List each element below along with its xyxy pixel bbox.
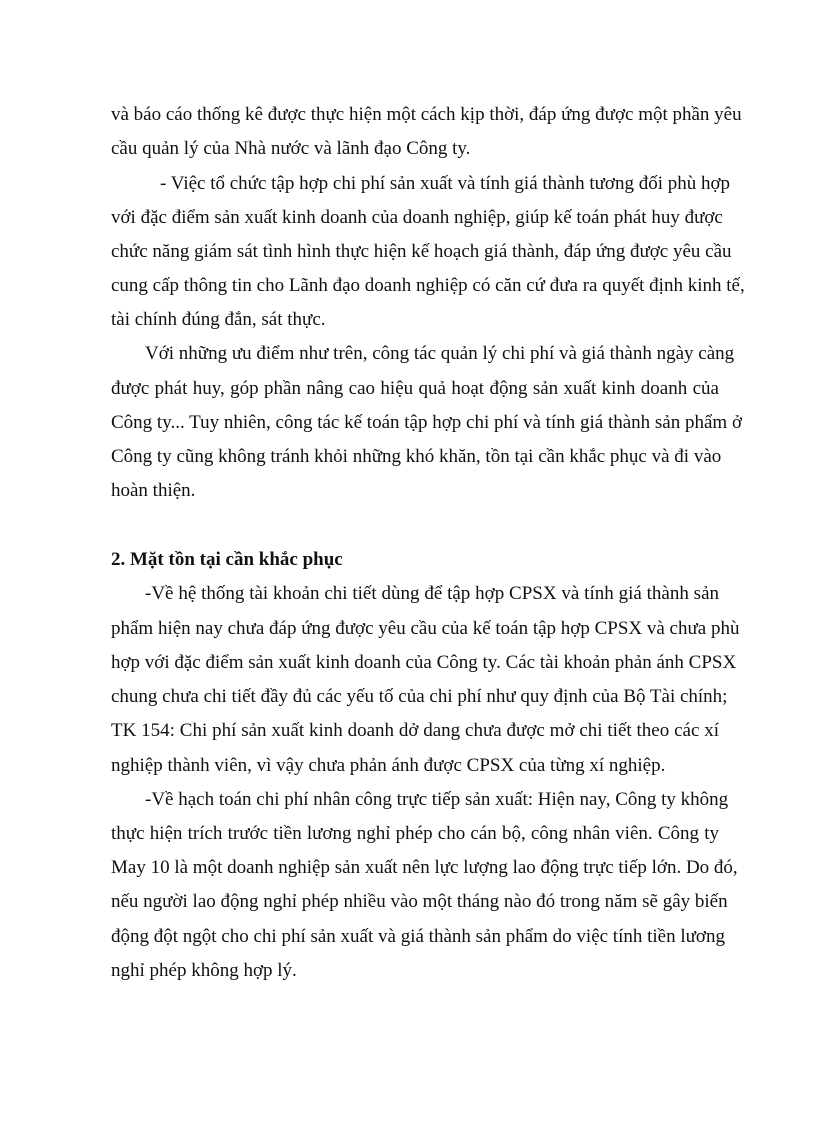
text-line-23: động đột ngột cho chi phí sản xuất và giá thành sản phẩm do việc tính tiền lương — [111, 926, 725, 947]
text-line-9: được phát huy, góp phần nâng cao hiệu quả hoạt động sản xuất kinh doanh của — [111, 378, 719, 399]
text-line-20: thực hiện trích trước tiền lương nghỉ phép cho cán bộ, công nhân viên. Công ty — [111, 823, 719, 844]
text-line-19: -Về hạch toán chi phí nhân công trực tiếp sản xuất: Hiện nay, Công ty không — [145, 789, 729, 810]
section-heading: 2. Mặt tồn tại cần khắc phục — [111, 549, 343, 570]
text-line-15: hợp với đặc điểm sản xuất kinh doanh của Công ty. Các tài khoản phản ánh CPSX — [111, 652, 737, 673]
text-line-10: Công ty... Tuy nhiên, công tác kế toán tập hợp chi phí và tính giá thành sản phẩm ở — [111, 412, 742, 433]
text-line-6: cung cấp thông tin cho Lãnh đạo doanh nghiệp có căn cứ đưa ra quyết định kinh tế, — [111, 275, 745, 296]
text-line-5: chức năng giám sát tình hình thực hiện kế hoạch giá thành, đáp ứng được yêu cầu — [111, 241, 732, 262]
text-line-1: và báo cáo thống kê được thực hiện một cách kịp thời, đáp ứng được một phần yêu — [111, 104, 742, 125]
text-line-12: hoàn thiện. — [111, 480, 196, 501]
text-line-14: phẩm hiện nay chưa đáp ứng được yêu cầu của kế toán tập hợp CPSX và chưa phù — [111, 618, 740, 639]
text-line-11: Công ty cũng không tránh khỏi những khó khăn, tồn tại cần khắc phục và đi vào — [111, 446, 722, 467]
text-line-2: cầu quản lý của Nhà nước và lãnh đạo Công ty. — [111, 138, 471, 159]
text-line-7: tài chính đúng đắn, sát thực. — [111, 309, 326, 330]
text-line-24: nghỉ phép không hợp lý. — [111, 960, 297, 981]
text-line-17: TK 154: Chi phí sản xuất kinh doanh dở dang chưa được mở chi tiết theo các xí — [111, 720, 719, 741]
text-line-18: nghiệp thành viên, vì vậy chưa phản ánh được CPSX của từng xí nghiệp. — [111, 755, 666, 776]
text-line-13: -Về hệ thống tài khoản chi tiết dùng để tập hợp CPSX và tính giá thành sản — [145, 583, 719, 604]
text-line-3: - Việc tổ chức tập hợp chi phí sản xuất và tính giá thành tương đối phù hợp — [160, 173, 731, 194]
text-line-8: Với những ưu điểm như trên, công tác quản lý chi phí và giá thành ngày càng — [145, 343, 735, 364]
text-line-4: với đặc điểm sản xuất kinh doanh của doanh nghiệp, giúp kế toán phát huy được — [111, 207, 723, 228]
text-line-22: nếu người lao động nghỉ phép nhiều vào một tháng nào đó trong năm sẽ gây biến — [111, 891, 728, 912]
text-line-21: May 10 là một doanh nghiệp sản xuất nên lực lượng lao động trực tiếp lớn. Do đó, — [111, 857, 738, 878]
text-line-16: chung chưa chi tiết đầy đủ các yếu tố của chi phí như quy định của Bộ Tài chính; — [111, 686, 728, 707]
